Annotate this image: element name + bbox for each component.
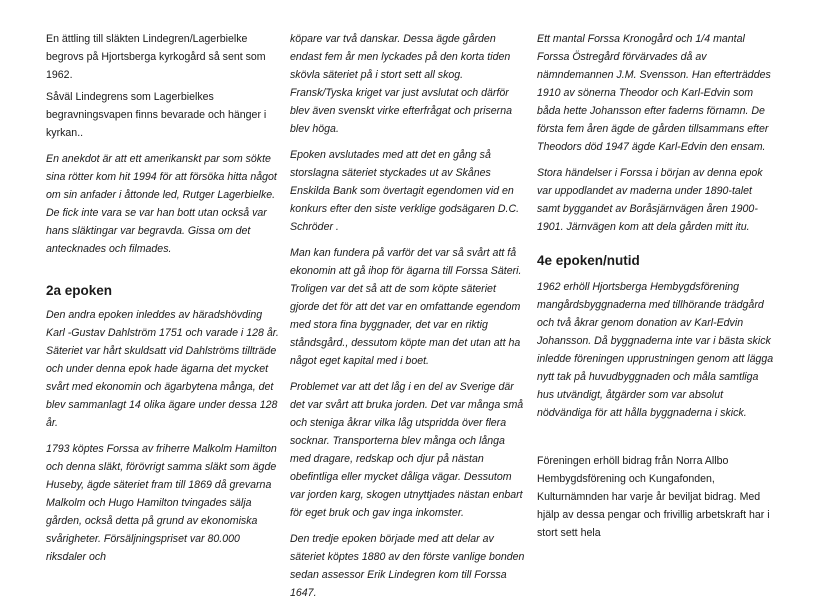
- paragraph: Stora händelser i Forssa i början av denna epok var uppodlandet av maderna under 1890-talet samt byggandet av Boråsjärnvägen åren 1900-1901. Järnvägen kom att dela gården mitt itu.: [537, 167, 763, 233]
- paragraph: En anekdot är att ett amerikanskt par som sökte sina rötter kom hit 1994 för att försöka hitta något om sin anfader i åttonde led, Rutger Lagerbielke. De fick inte vara se var han bott utan också var hans släktingar var begravda. Gissa om det antecknades och filmades.: [46, 153, 277, 255]
- paragraph: Epoken avslutades med att det en gång så storslagna säteriet styckades ut av Skånes Enskilda Bank som övertagit egendomen vid en konkurs efter den siste verklige godsägaren D.C. Schröder .: [290, 149, 520, 233]
- paragraph: 1793 köptes Forssa av friherre Malkolm Hamilton och denna släkt, förövrigt samma släkt som ägde Huseby, ägde säteriet fram till 1869 då grevarna Malkolm och Hugo Hamilton tvingades sälja gården, också detta på grund av ekonomiska svårigheter. Försäljningspriset var 80.000 riksdaler och: [46, 443, 277, 563]
- paragraph: Den andra epoken inleddes av häradshövding Karl -Gustav Dahlström 1751 och varade i 128 år. Säteriet var hårt skuldsatt vid Dahlströms tillträde och under denna epok hade ägarna det mycket svårt med ekonomin och ägarbytena många, det blev sammanlagt 14 olika ägare under dessa 128 år.: [46, 309, 279, 429]
- paragraph: Såväl Lindegrens som Lagerbielkes begravningsvapen finns bevarade och hänger i kyrkan..: [46, 91, 267, 139]
- paragraph: köpare var två danskar. Dessa ägde gården endast fem år men lyckades på den korta tiden skövla säteriet på i stort sett all skog. Fransk/Tyska kriget var just avslutat och därför blev även svenskt virke efterfrågat och priserna blev höga.: [290, 33, 512, 135]
- paragraph: Ett mantal Forssa Kronogård och 1/4 mantal Forssa Östregård förvärvades då av nämndemannen J.M. Svensson. Han efterträddes 1910 av sönerna Theodor och Karl-Edvin som båda hette Johansson efter faderns förnamn. De första fem åren ägde de gården tillsammans efter Theodors död 1947 ägde Karl-Edvin den ensam.: [537, 33, 771, 153]
- paragraph: Den tredje epoken började med att delar av säteriet köptes 1880 av den förste vanlige bonden sedan assessor Erik Lindegren kom till Forssa 1647.: [290, 533, 525, 599]
- section-heading: 4e epoken/nutid: [537, 253, 640, 268]
- paragraph: Föreningen erhöll bidrag från Norra Allbo Hembygdsförening och Kungafonden, Kulturnämnden har varje år beviljat bidrag. Med hjälp av dessa pengar och frivillig arbetskraft har i stort sett hela: [537, 455, 770, 539]
- section-heading: 2a epoken: [46, 283, 113, 298]
- column-3: [537, 30, 777, 550]
- paragraph: Problemet var att det låg i en del av Sverige där det var svårt att bruka jorden. Det var många små och steniga åkrar vilka låg utspridda över flera socknar. Transporterna blev många och långa med dragare, redskap och djur på nästan obefintliga eller mycket dåliga vägar. Dessutom var jorden karg, skogen utnyttjades nästan enbart för eget bruk och gav inga inkomster.: [290, 381, 524, 519]
- paragraph: 1962 erhöll Hjortsberga Hembygdsförening mangårdsbyggnaderna med tillhörande trädgård och två åkrar genom donation av Karl-Edvin Johansson. Då byggnaderna inte var i bästa skick inledde föreningen upprustningen genom att lägga nytt tak på huvudbyggnaden och måla samtliga hus utvändigt, åtgärder som var absolut nödvändiga för att hålla byggnaderna i skick.: [537, 281, 774, 419]
- paragraph: Man kan fundera på varför det var så svårt att få ekonomin att gå ihop för ägarna till Forssa Säteri. Troligen var det så att de som köpte säteriet gjorde det för att det var en omfattande egendom med stora fina byggnader, det var en riktig ståndsgård., dessutom köpte man det utan att ha något eget kapital med i boet.: [290, 247, 522, 367]
- column-1: [46, 30, 282, 574]
- paragraph: En ättling till släkten Lindegren/Lagerbielke begrovs på Hjortsberga kyrkogård så sent som 1962.: [46, 33, 266, 81]
- column-2: [290, 30, 528, 610]
